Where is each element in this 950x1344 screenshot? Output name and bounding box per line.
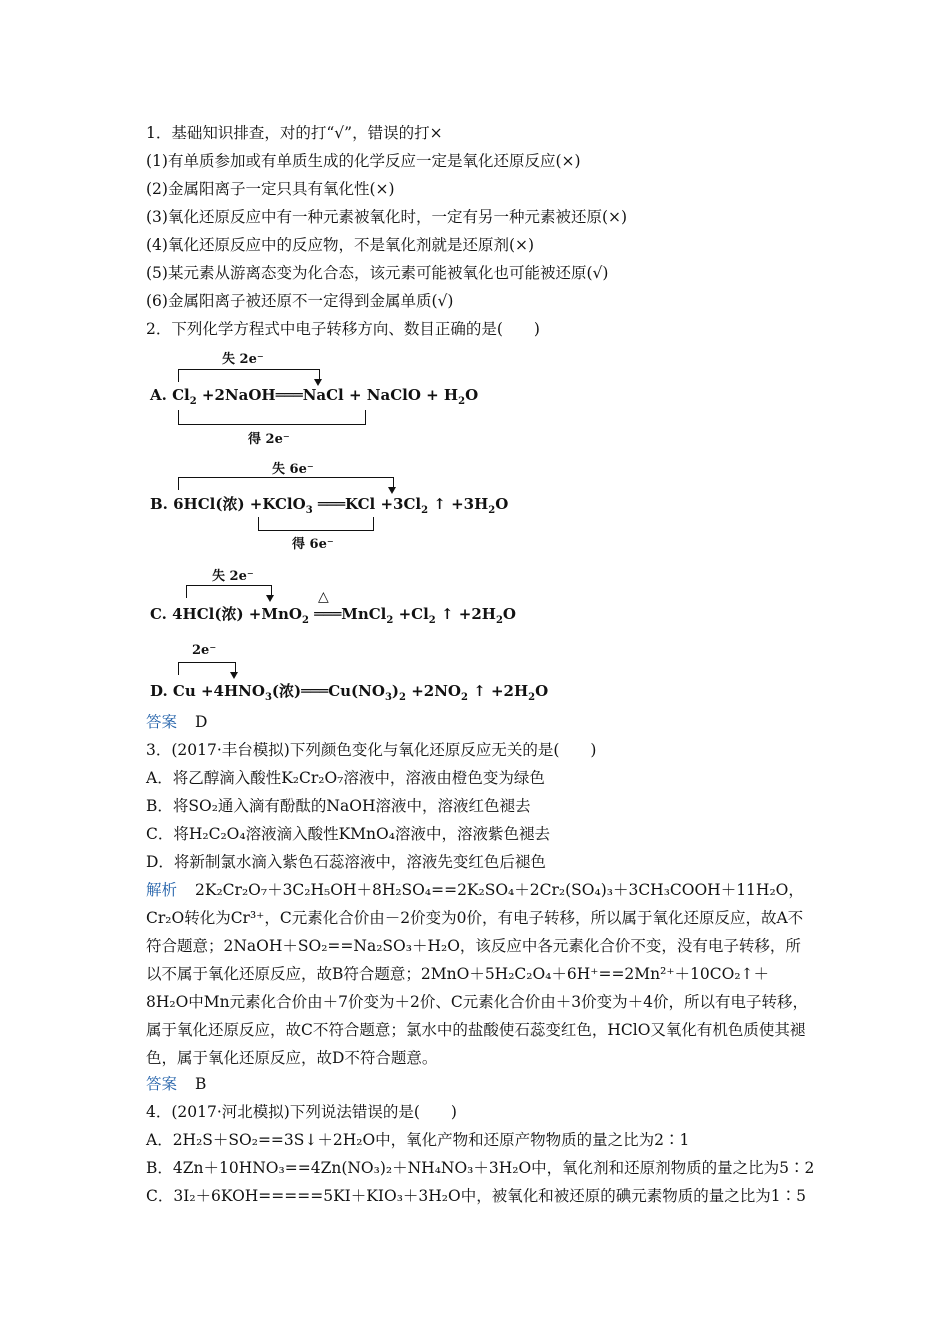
option-a-lose-arrow <box>314 379 322 386</box>
q3-option-b: B．将SO₂通入滴有酚酞的NaOH溶液中，溶液红色褪去 <box>146 797 531 815</box>
q1-item-4: (4)氧化还原反应中的反应物，不是氧化剂就是还原剂(×) <box>146 236 535 254</box>
q2-answer <box>146 712 207 732</box>
q3-title: 3．(2017·丰台模拟)下列颜色变化与氧化还原反应无关的是( ) <box>146 741 597 759</box>
option-a-equation: A. $Cl_2$ +2NaOH═══NaCl + NaClO + $H_2O$ <box>150 386 479 407</box>
q1-item-2: (2)金属阳离子一定只具有氧化性(×) <box>146 180 395 198</box>
option-a-gain-label: 得 2e⁻ <box>248 432 290 447</box>
q4-option-c: C．3I₂＋6KOH=====5KI＋KIO₃＋3H₂O中，被氧化和被还原的碘元素物质的量之比为1∶5 <box>146 1187 806 1205</box>
q1-item-6: (6)金属阳离子被还原不一定得到金属单质(√) <box>146 292 454 310</box>
option-d-lose-arrow <box>230 672 238 679</box>
option-c-lose-label: 失 2e⁻ <box>212 569 254 584</box>
option-c-equation: C. 4HCl(浓) +MnO$_2$ ═══MnCl$_2$ $+Cl_2$ ↑ $+2H_2O$ <box>150 605 516 626</box>
option-c-lose-bracket <box>186 585 272 598</box>
q3-option-c: C．将H₂C₂O₄溶液滴入酸性KMnO₄溶液中，溶液紫色褪去 <box>146 825 550 843</box>
answer-value: D <box>195 713 208 731</box>
option-a-lose-label: 失 2e⁻ <box>222 352 264 367</box>
q3-option-d: D．将新制氯水滴入紫色石蕊溶液中，溶液先变红色后褪色 <box>146 853 546 871</box>
answer-value: B <box>195 1075 207 1093</box>
q1-item-1: (1)有单质参加或有单质生成的化学反应一定是氧化还原反应(×) <box>146 152 581 170</box>
heating-symbol: △ <box>318 589 329 605</box>
q3-answer <box>146 1074 206 1094</box>
q4-title: 4．(2017·河北模拟)下列说法错误的是( ) <box>146 1103 457 1121</box>
q1-item-3: (3)氧化还原反应中有一种元素被氧化时，一定有另一种元素被还原(×) <box>146 208 628 226</box>
option-d-equation: D. $Cu +4HNO_3$(浓)$═══Cu(NO_3)_2 +2NO_2$ ↑ $+2H_2O$ <box>150 682 549 703</box>
answer-label: 答案 <box>146 1075 178 1093</box>
option-b-gain-bracket <box>258 517 374 531</box>
q2-title: 2．下列化学方程式中电子转移方向、数目正确的是( ) <box>146 320 540 338</box>
q1-item-5: (5)某元素从游离态变为化合态，该元素可能被氧化也可能被还原(√) <box>146 264 609 282</box>
analysis-text: 2K₂Cr₂O₇＋3C₂H₅OH＋8H₂SO₄==2K₂SO₄＋2Cr₂(SO₄)₃＋3CH₃COOH＋11H₂O，Cr₂O转化为Cr³⁺，C元素化合价由－2价变为0价，有电子转移，所以属于氧化还原反应，故A不符合题意；2NaOH＋SO₂==Na₂SO₃＋H₂O，该反应中各元素化合价不变，没有电子转移，所以不属于氧化还原反应，故B符合题意；2MnO＋5H₂C₂O₄＋6H⁺==2Mn²⁺＋10CO₂↑＋8H₂O中Mn元素化合价由＋7价变为＋2价、C元素化合价由＋3价变为＋4价，所以有电子转移，属于氧化还原反应，故C不符合题意；氯水中的盐酸使石蕊变红色，HClO又氧化有机色质使其褪色，属于氧化还原反应，故D不符合题意。 <box>146 881 808 1067</box>
option-d-lose-label: 2e⁻ <box>192 643 217 658</box>
q4-option-a: A．2H₂S＋SO₂==3S↓＋2H₂O中，氧化产物和还原产物物质的量之比为2∶1 <box>146 1131 690 1149</box>
option-b-lose-label: 失 6e⁻ <box>272 462 314 477</box>
option-b-equation: B. 6HCl(浓) +KClO$_3$ ═══KCl $+3Cl_2$ ↑ $+3H_2O$ <box>150 495 509 516</box>
option-d-lose-bracket <box>178 662 236 675</box>
option-c-lose-arrow <box>266 595 274 602</box>
analysis-label: 解析 <box>146 881 178 899</box>
q3-analysis <box>146 876 810 1072</box>
option-a-lose-bracket <box>178 369 320 382</box>
answer-label: 答案 <box>146 713 178 731</box>
option-b-gain-label: 得 6e⁻ <box>292 537 334 552</box>
q1-title: 1．基础知识排查，对的打“√”，错误的打× <box>146 124 443 142</box>
q3-option-a: A．将乙醇滴入酸性K₂Cr₂O₇溶液中，溶液由橙色变为绿色 <box>146 769 545 787</box>
option-b-lose-bracket <box>178 477 394 490</box>
q4-option-b: B．4Zn＋10HNO₃==4Zn(NO₃)₂＋NH₄NO₃＋3H₂O中，氧化剂和还原剂物质的量之比为5∶2 <box>146 1159 815 1177</box>
option-a-gain-bracket <box>178 410 366 425</box>
